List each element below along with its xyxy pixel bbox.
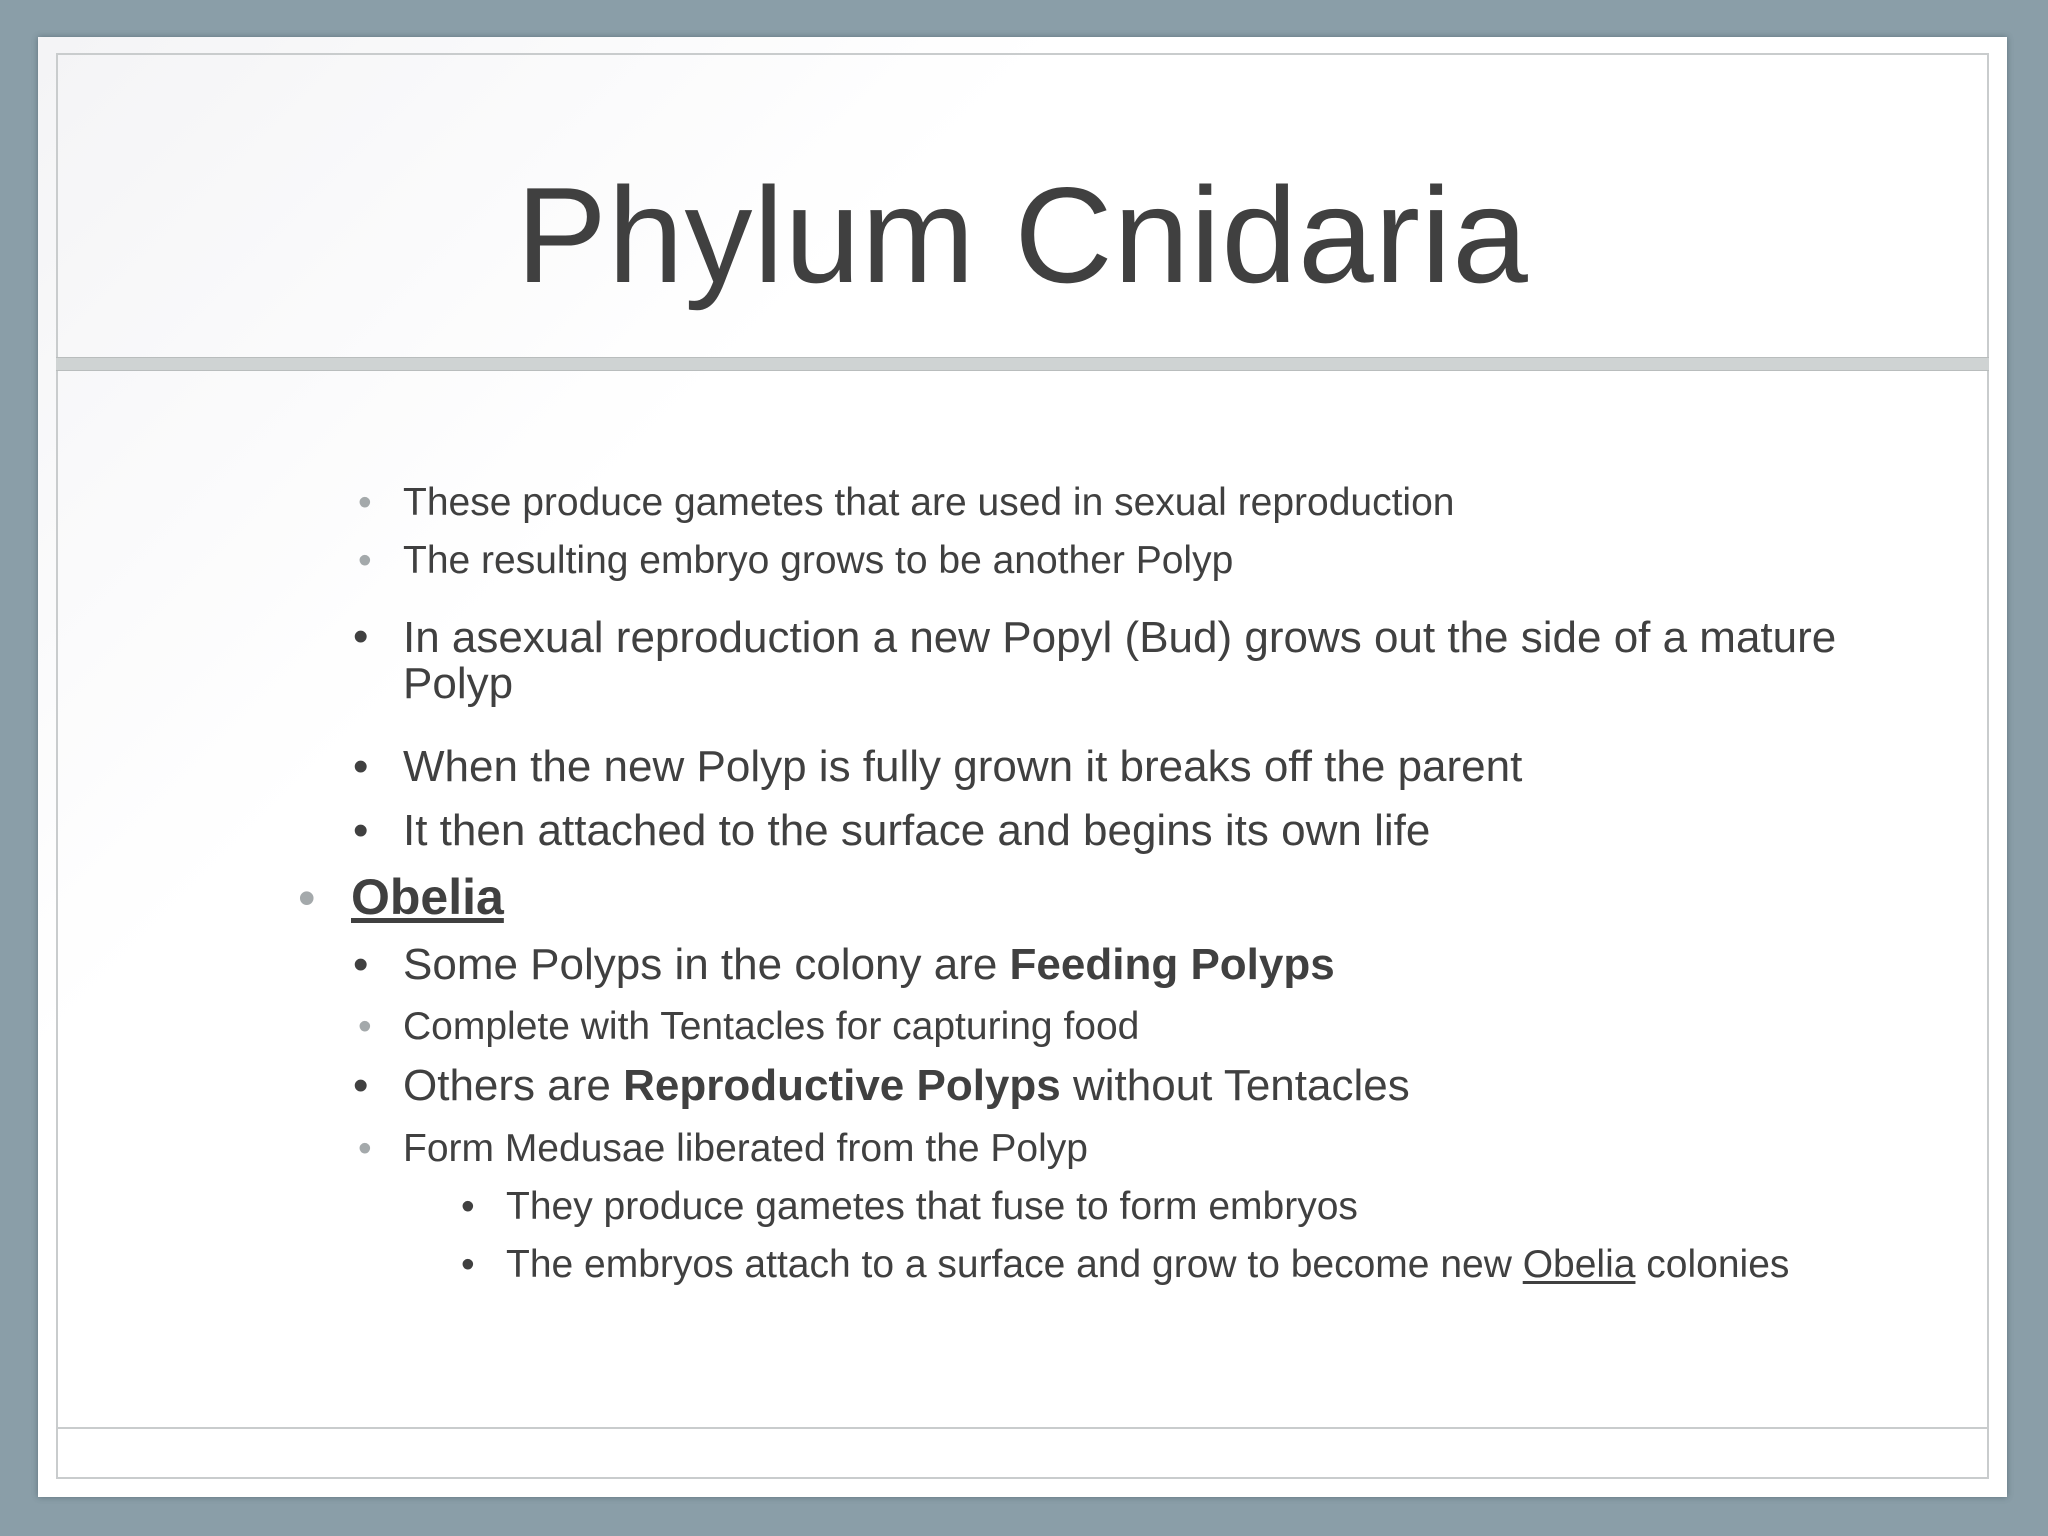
bullet-marker: • bbox=[353, 742, 369, 791]
bullet-text-part: Others are bbox=[403, 1061, 624, 1110]
bullet-item bbox=[298, 869, 1851, 926]
bullet-text: Form Medusae liberated from the Polyp bbox=[403, 1127, 1088, 1170]
bullet-text-part: without Tentacles bbox=[1060, 1061, 1410, 1110]
bullet-text-part: colonies bbox=[1635, 1243, 1790, 1286]
slide-content bbox=[38, 37, 2007, 1497]
bullet-text: These produce gametes that are used in sexual reproduction bbox=[403, 481, 1455, 524]
bullet-marker: • bbox=[461, 1185, 475, 1228]
bullet-text: The resulting embryo grows to be another Polyp bbox=[403, 539, 1234, 582]
bullet-text bbox=[403, 1061, 1883, 1110]
slide bbox=[38, 37, 2007, 1497]
bullet-item bbox=[461, 1243, 1806, 1286]
bullet-text: They produce gametes that fuse to form embryos bbox=[506, 1185, 1358, 1228]
bullet-marker: • bbox=[353, 612, 369, 661]
bullet-marker: • bbox=[353, 940, 369, 989]
bullet-text: Complete with Tentacles for capturing food bbox=[403, 1005, 1140, 1048]
bullet-marker: • bbox=[461, 1243, 475, 1286]
bullet-marker: • bbox=[358, 481, 372, 524]
obelia-link: Obelia bbox=[1522, 1243, 1636, 1286]
bullet-marker: • bbox=[298, 870, 316, 926]
bullet-item bbox=[461, 1185, 1926, 1228]
bullet-text bbox=[403, 940, 1883, 989]
bold-term: Feeding Polyps bbox=[1009, 940, 1335, 989]
bullet-text-part: Some Polyps in the colony are bbox=[403, 940, 1010, 989]
bullet-item bbox=[358, 481, 1903, 524]
bullet-item bbox=[353, 742, 1883, 791]
bullet-text: It then attached to the surface and begins its own life bbox=[403, 806, 1431, 855]
bullet-item bbox=[353, 806, 1883, 855]
bullet-marker: • bbox=[353, 1061, 369, 1110]
bullet-marker: • bbox=[358, 1005, 372, 1048]
bullet-text bbox=[506, 1245, 1806, 1285]
obelia-heading: Obelia bbox=[351, 869, 504, 925]
bullet-text bbox=[351, 869, 1851, 925]
bullet-item bbox=[358, 1005, 1903, 1048]
bullet-marker: • bbox=[358, 1127, 372, 1170]
bullet-text: In asexual reproduction a new Popyl (Bud) grows out the side of a mature Polyp bbox=[403, 613, 1837, 708]
bullet-item bbox=[353, 612, 1883, 708]
bullet-text: When the new Polyp is fully grown it breaks off the parent bbox=[403, 742, 1523, 791]
slide-title: Phylum Cnidaria bbox=[516, 159, 1529, 311]
bullet-text-part: The embryos attach to a surface and grow to become new bbox=[506, 1243, 1523, 1286]
bullet-item bbox=[358, 1127, 1903, 1170]
bold-term: Reproductive Polyps bbox=[623, 1061, 1061, 1110]
bullet-marker: • bbox=[353, 806, 369, 855]
bullet-item bbox=[353, 940, 1883, 989]
bullet-marker: • bbox=[358, 539, 372, 582]
bullet-item bbox=[358, 539, 1903, 582]
bullet-item bbox=[353, 1061, 1883, 1110]
